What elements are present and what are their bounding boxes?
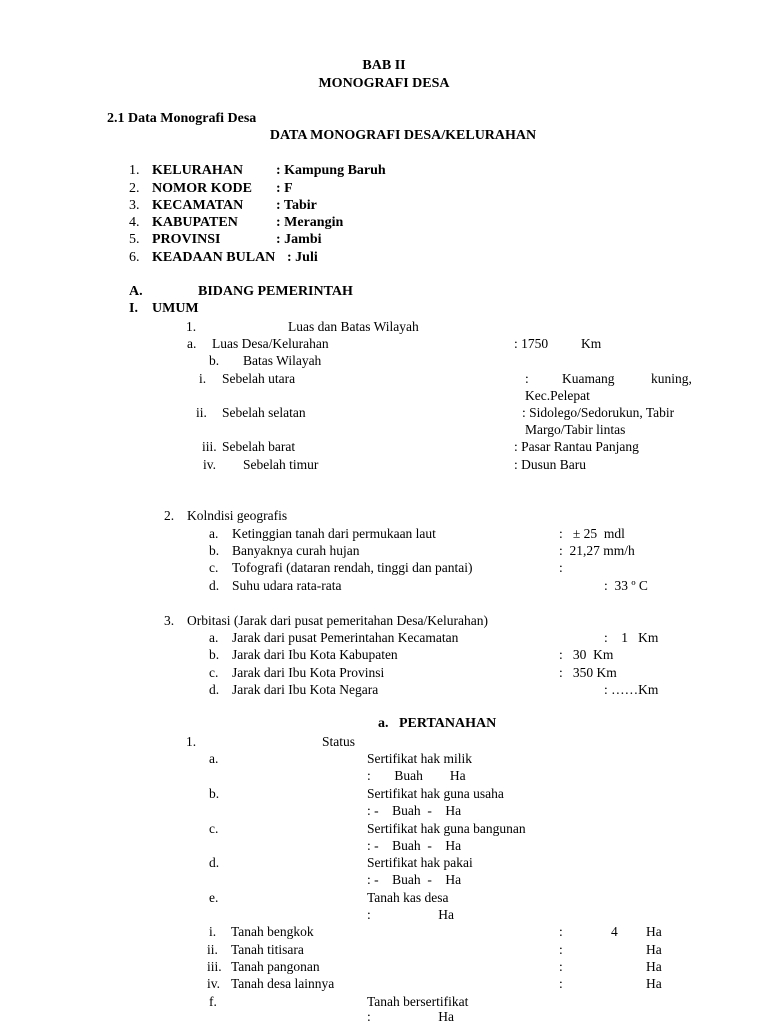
kas-unit: Ha [646,959,662,974]
status-label: Tanah bersertifikat [367,994,469,1009]
kas-roman: iii. [207,959,222,974]
identity-value: : Kampung Baruh [276,163,386,178]
border-roman: ii. [196,405,207,420]
identity-value: : Jambi [276,232,322,247]
identity-label: PROVINSI [152,232,221,247]
identity-value: : Merangin [276,215,344,230]
orbitasi-value: : 350 Km [559,665,617,680]
status-number: 1. [186,734,197,749]
chapter-title: MONOGRAFI DESA [318,76,450,91]
identity-value: : Tabir [276,198,317,213]
identity-number: 4. [129,215,140,230]
section-heading: 2.1 Data Monografi Desa [107,111,257,126]
kas-label: Tanah pangonan [231,959,320,974]
kas-roman: iv. [207,976,220,991]
kas-colon: : [559,942,563,957]
luas-b-label: Batas Wilayah [243,353,322,368]
geo-number: 2. [164,508,175,523]
geo-value: : 21,27 mm/h [559,543,635,558]
status-detail: : Ha [367,907,454,922]
luas-b-letter: b. [209,353,220,368]
kas-amount: 4 [611,924,618,939]
chapter-number: BAB II [362,58,406,73]
status-label: Sertifikat hak guna usaha [367,786,504,801]
orbitasi-letter: a. [209,630,219,645]
orbitasi-label: Jarak dari Ibu Kota Provinsi [232,665,385,680]
status-letter: d. [209,855,220,870]
kas-colon: : [559,976,563,991]
identity-number: 6. [129,250,140,265]
luas-number: 1. [186,319,197,334]
status-letter: c. [209,821,219,836]
kas-unit: Ha [646,976,662,991]
pertanahan-heading: a. PERTANAHAN [378,716,497,731]
geo-value: : [559,560,563,575]
status-detail: : - Buah - Ha [367,838,462,853]
border-value: Kuamang [562,371,615,386]
identity-number: 3. [129,198,140,213]
identity-label: KELURAHAN [152,163,244,178]
status-detail: : - Buah - Ha [367,803,462,818]
kas-unit: Ha [646,942,662,957]
geo-label: Ketinggian tanah dari permukaan laut [232,526,436,541]
border-label: Sebelah selatan [222,405,306,420]
status-label: Sertifikat hak pakai [367,855,473,870]
bidang-title: BIDANG PEMERINTAH [198,284,353,299]
orbitasi-letter: d. [209,682,220,697]
identity-label: KEADAAN BULAN [152,250,276,265]
umum-heading: UMUM [152,301,199,316]
border-value: : Dusun Baru [514,457,586,472]
orbitasi-label: Jarak dari pusat Pemerintahan Kecamatan [232,630,459,645]
orbitasi-title: Orbitasi (Jarak dari pusat pemeritahan Desa/Kelurahan) [187,613,489,628]
kas-colon: : [559,959,563,974]
orbitasi-value: : 30 Km [559,647,614,662]
geo-title: Kolndisi geografis [187,508,288,523]
status-letter: a. [209,751,219,766]
orbitasi-letter: c. [209,665,219,680]
status-detail: : - Buah - Ha [367,872,462,887]
border-roman: i. [199,371,207,386]
identity-label: KABUPATEN [152,215,238,230]
geo-label: Tofografi (dataran rendah, tinggi dan pantai) [232,560,473,575]
kas-label: Tanah bengkok [231,924,314,939]
luas-a-value: : 1750 [514,336,549,351]
kas-unit: Ha [646,924,662,939]
border-label: Sebelah utara [222,371,296,386]
kas-colon: : [559,924,563,939]
geo-value: : ± 25 mdl [559,526,625,541]
orbitasi-label: Jarak dari Ibu Kota Kabupaten [232,647,398,662]
status-letter: e. [209,890,219,905]
kas-label: Tanah desa lainnya [231,976,335,991]
luas-a-unit: Km [581,336,602,351]
border-value-line2: Kec.Pelepat [525,388,590,403]
identity-label: NOMOR KODE [152,181,252,196]
kas-roman: i. [209,924,217,939]
status-letter: b. [209,786,220,801]
border-label: Sebelah barat [222,439,296,454]
umum-number: I. [129,301,138,316]
geo-label: Banyaknya curah hujan [232,543,360,558]
border-label: Sebelah timur [243,457,319,472]
luas-a-letter: a. [187,336,197,351]
luas-a-label: Luas Desa/Kelurahan [212,336,329,351]
geo-letter: c. [209,560,219,575]
status-label: Sertifikat hak guna bangunan [367,821,526,836]
border-colon: : [525,371,529,386]
status-detail: : Ha [367,1009,454,1024]
border-value-line2: Margo/Tabir lintas [525,422,626,437]
identity-number: 5. [129,232,140,247]
geo-letter: a. [209,526,219,541]
section-subtitle: DATA MONOGRAFI DESA/KELURAHAN [269,128,537,143]
border-roman: iv. [203,457,216,472]
identity-label: KECAMATAN [152,198,244,213]
identity-value: : Juli [287,250,318,265]
orbitasi-value: : ……Km [604,682,659,697]
kas-label: Tanah titisara [231,942,304,957]
geo-letter: b. [209,543,220,558]
identity-number: 1. [129,163,140,178]
geo-label: Suhu udara rata-rata [232,578,342,593]
border-value: : Sidolego/Sedorukun, Tabir [522,405,675,420]
bidang-letter: A. [129,284,143,299]
status-title: Status [322,734,356,749]
orbitasi-number: 3. [164,613,175,628]
status-letter: f. [209,994,217,1009]
luas-title: Luas dan Batas Wilayah [288,319,419,334]
orbitasi-value: : 1 Km [604,630,659,645]
geo-value: : 33 º C [604,578,648,593]
status-detail: : Buah Ha [367,768,466,783]
identity-value: : F [276,181,293,196]
orbitasi-letter: b. [209,647,220,662]
border-roman: iii. [202,439,217,454]
geo-letter: d. [209,578,220,593]
status-label: Sertifikat hak milik [367,751,472,766]
orbitasi-label: Jarak dari Ibu Kota Negara [232,682,379,697]
border-value: : Pasar Rantau Panjang [514,439,639,454]
status-label: Tanah kas desa [367,890,449,905]
border-value-cont: kuning, [651,371,692,386]
kas-roman: ii. [207,942,218,957]
identity-number: 2. [129,181,140,196]
